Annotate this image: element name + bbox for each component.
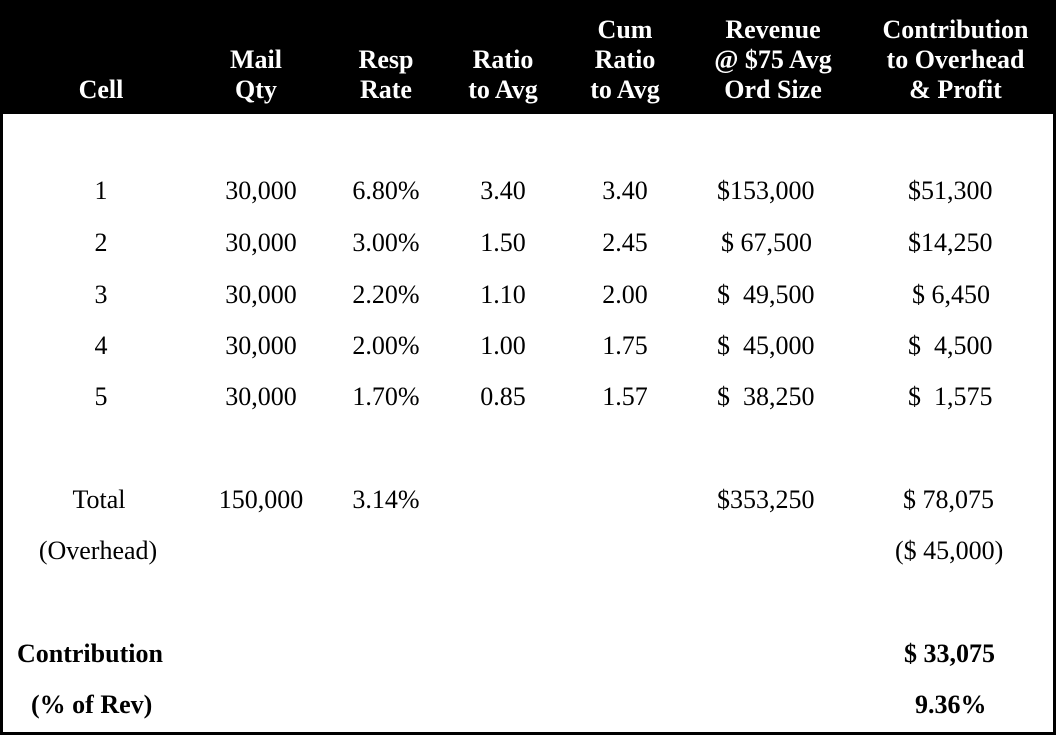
row3-revenue: $ 49,500: [717, 280, 815, 309]
row4-contribution: $ 4,500: [908, 331, 993, 360]
header-contribution: Contribution to Overhead & Profit: [882, 15, 1029, 104]
total-label: Total: [72, 485, 126, 514]
row1-contribution: $51,300: [908, 176, 993, 205]
table-header: [3, 3, 1053, 114]
total-contribution: $ 78,075: [903, 485, 994, 514]
total-mail-qty: 150,000: [218, 485, 304, 514]
row1-ratio-to-avg: 3.40: [480, 176, 526, 205]
total-revenue: $353,250: [717, 485, 815, 514]
row3-ratio-to-avg: 1.10: [480, 280, 526, 309]
row4-ratio-to-avg: 1.00: [480, 331, 526, 360]
row1-cum-ratio: 3.40: [602, 176, 648, 205]
pct-of-rev-label: (% of Rev): [31, 690, 153, 719]
row5-cell: 5: [94, 382, 108, 411]
row1-mail-qty: 30,000: [225, 176, 297, 205]
row1-cell: 1: [94, 176, 108, 205]
row2-resp-rate: 3.00%: [352, 228, 420, 257]
row2-contribution: $14,250: [908, 228, 993, 257]
contribution-label: Contribution: [17, 639, 163, 668]
overhead-value: ($ 45,000): [895, 536, 1004, 565]
row2-revenue: $ 67,500: [721, 228, 812, 257]
total-resp-rate: 3.14%: [352, 485, 420, 514]
row5-ratio-to-avg: 0.85: [480, 382, 526, 411]
row4-cell: 4: [94, 331, 108, 360]
row3-cell: 3: [94, 280, 108, 309]
row4-mail-qty: 30,000: [225, 331, 297, 360]
row1-revenue: $153,000: [717, 176, 815, 205]
row5-contribution: $ 1,575: [908, 382, 993, 411]
row1-resp-rate: 6.80%: [352, 176, 420, 205]
row3-resp-rate: 2.20%: [352, 280, 420, 309]
row5-cum-ratio: 1.57: [602, 382, 648, 411]
row4-cum-ratio: 1.75: [602, 331, 648, 360]
row2-cum-ratio: 2.45: [602, 228, 648, 257]
row5-resp-rate: 1.70%: [352, 382, 420, 411]
row3-contribution: $ 6,450: [912, 280, 990, 309]
row2-mail-qty: 30,000: [225, 228, 297, 257]
row5-revenue: $ 38,250: [717, 382, 815, 411]
overhead-label: (Overhead): [38, 536, 158, 565]
row3-mail-qty: 30,000: [225, 280, 297, 309]
header-ratio-to-avg: Ratio to Avg: [468, 45, 538, 104]
row2-ratio-to-avg: 1.50: [480, 228, 526, 257]
header-resp-rate: Resp Rate: [358, 45, 414, 104]
header-cum-ratio-to-avg: Cum Ratio to Avg: [590, 15, 660, 104]
row3-cum-ratio: 2.00: [602, 280, 648, 309]
row4-resp-rate: 2.00%: [352, 331, 420, 360]
pct-of-rev-value: 9.36%: [915, 690, 987, 719]
header-cell: Cell: [78, 75, 124, 104]
contribution-value: $ 33,075: [904, 639, 995, 668]
row5-mail-qty: 30,000: [225, 382, 297, 411]
row2-cell: 2: [94, 228, 108, 257]
header-revenue: Revenue @ $75 Avg Ord Size: [714, 15, 832, 104]
header-mail-qty: Mail Qty: [230, 45, 282, 104]
row4-revenue: $ 45,000: [717, 331, 815, 360]
